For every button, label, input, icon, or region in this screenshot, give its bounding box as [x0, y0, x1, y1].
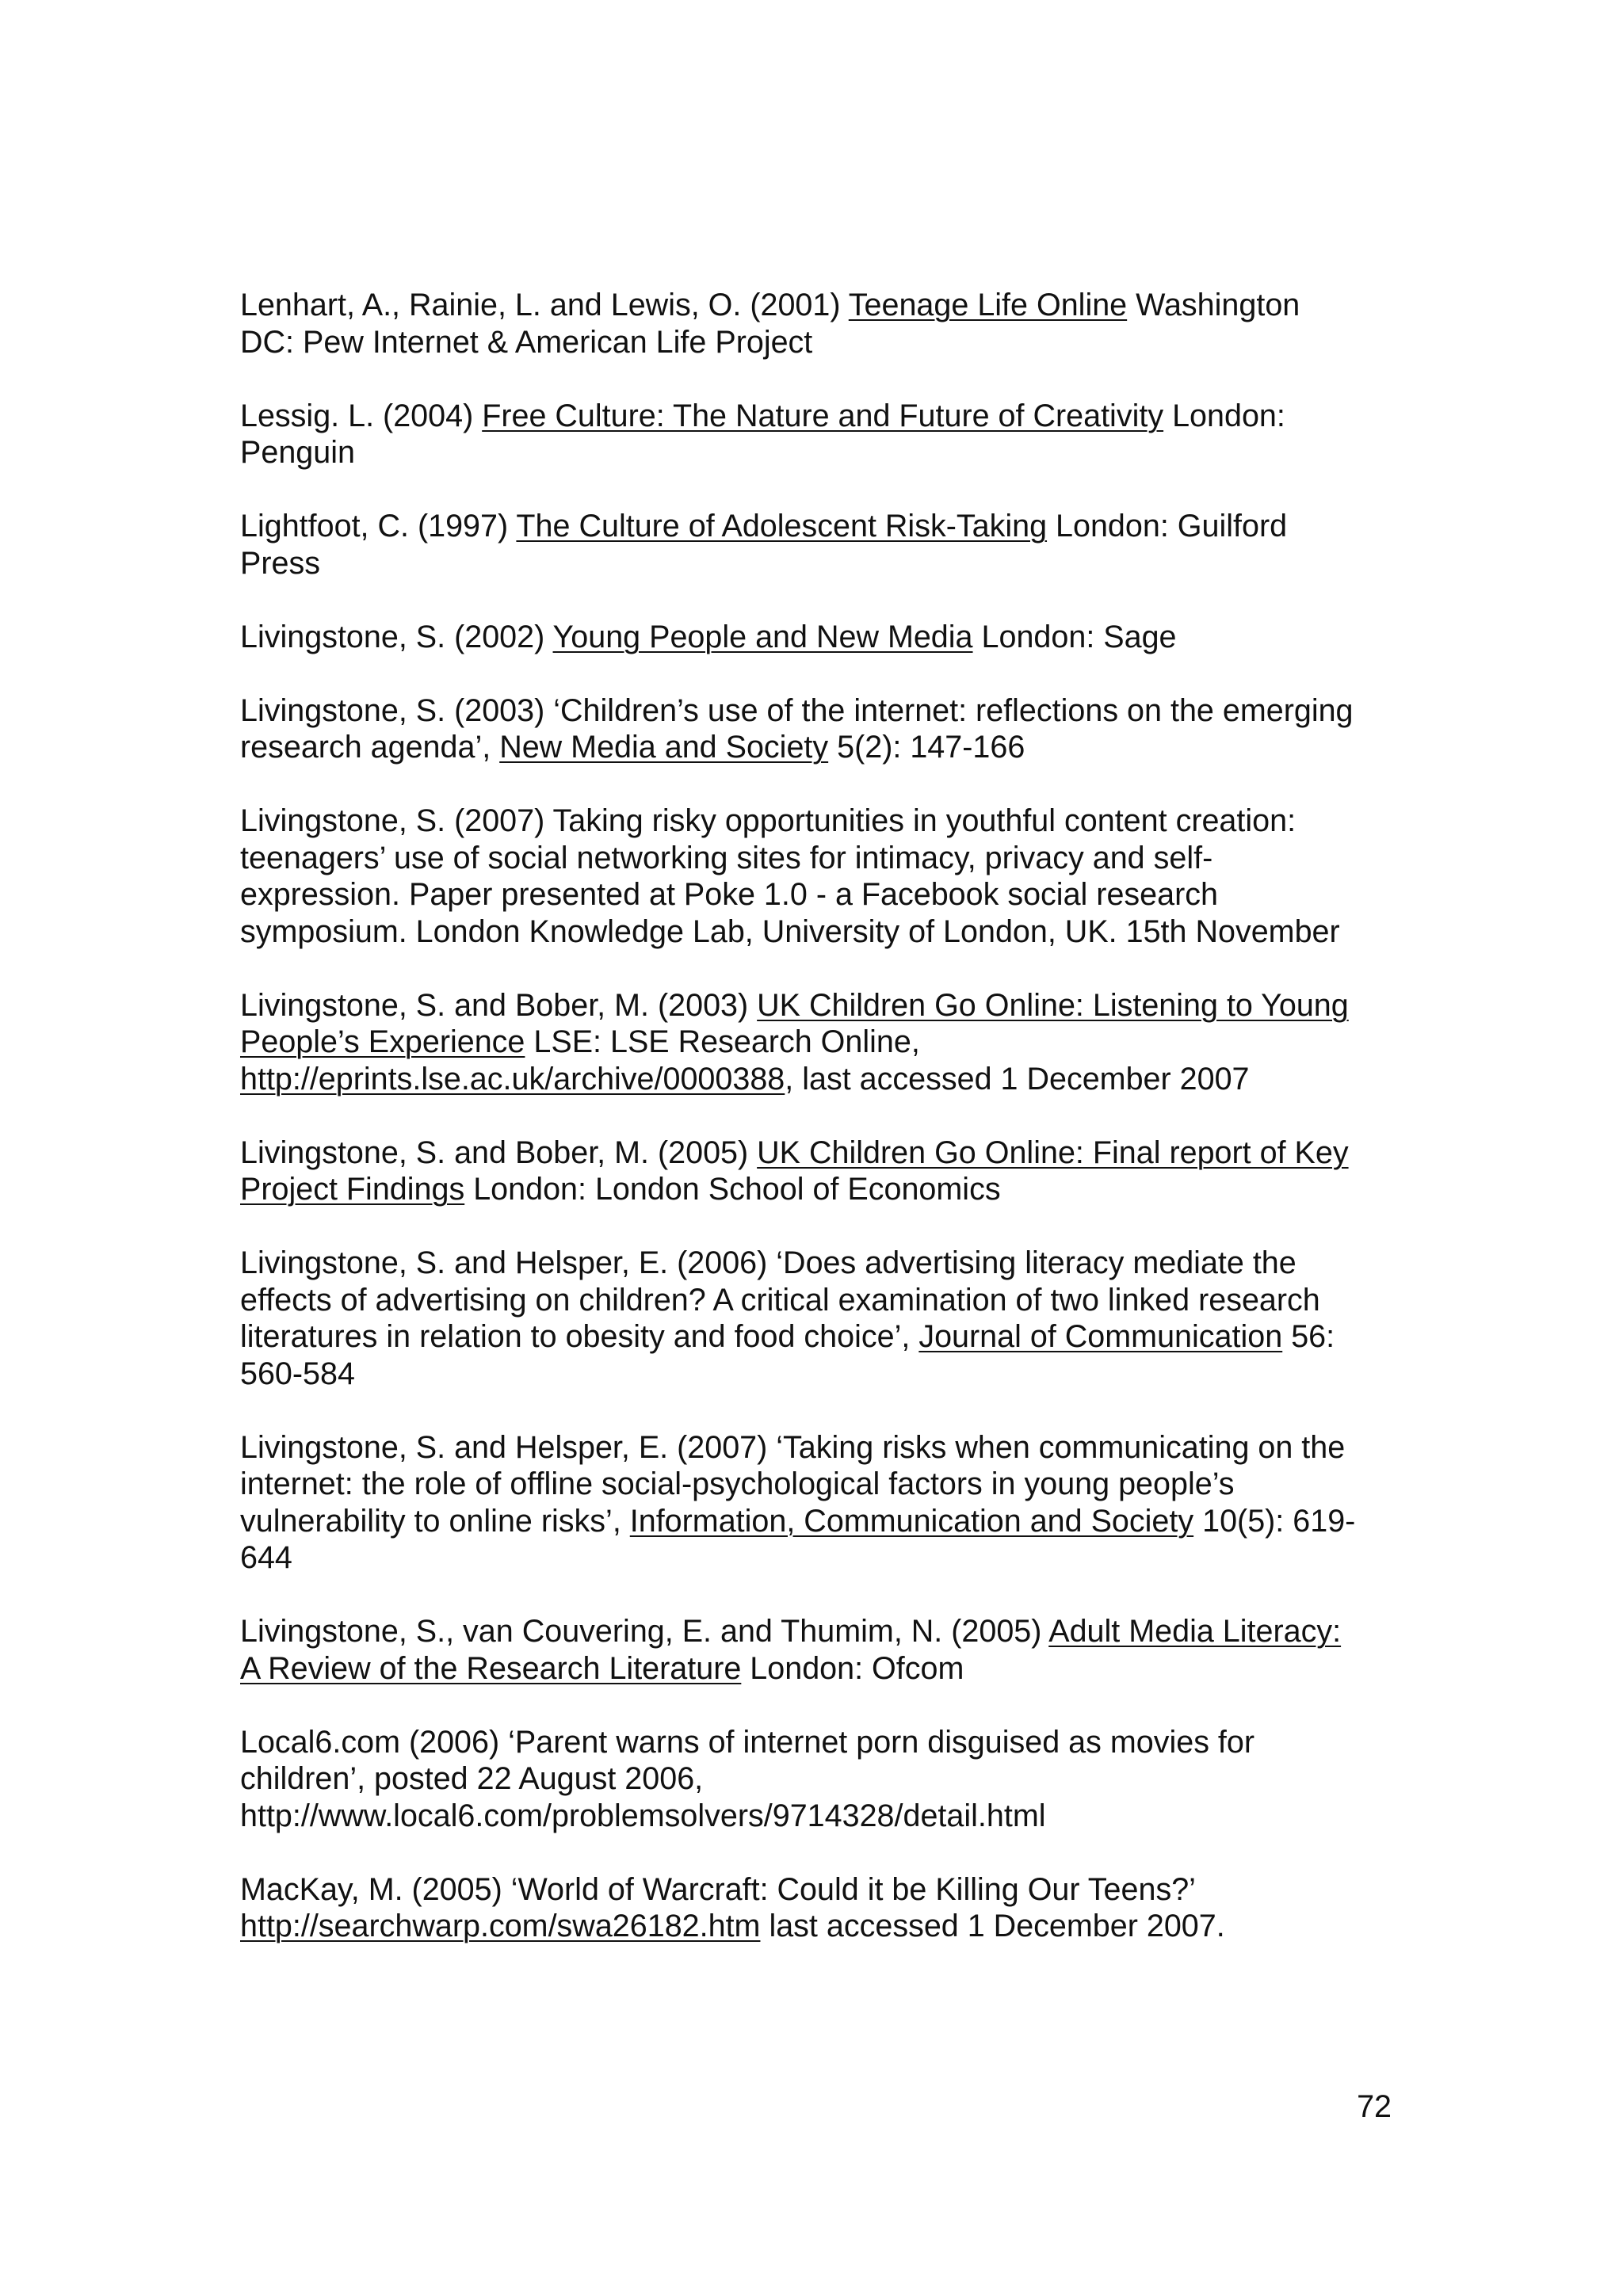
reference-line — [240, 1760, 1389, 1798]
reference-title-underlined: UK Children Go Online: Final report of Key — [757, 1135, 1349, 1170]
reference-text: Lenhart, A., Rainie, L. and Lewis, O. (2001) — [240, 288, 849, 322]
reference-line — [240, 1503, 1389, 1540]
reference-line — [240, 803, 1389, 840]
reference-text: LSE: LSE Research Online, — [525, 1024, 920, 1059]
reference-line — [240, 1135, 1389, 1172]
reference-text: 5(2): 147-166 — [828, 730, 1025, 765]
reference-line — [240, 1024, 1389, 1061]
reference-text: children’, posted 22 August 2006, — [240, 1761, 704, 1796]
reference-line — [240, 1245, 1389, 1282]
reference-text: http://www.local6.com/problemsolvers/9714328/detail.html — [240, 1798, 1046, 1833]
reference-line — [240, 508, 1389, 545]
reference-title-underlined: Information, Communication and Society — [629, 1503, 1194, 1539]
reference-entry — [240, 1135, 1389, 1208]
reference-entry — [240, 1724, 1389, 1835]
reference-entry — [240, 619, 1389, 656]
reference-line — [240, 287, 1389, 324]
reference-line — [240, 324, 1389, 361]
reference-text: Press — [240, 545, 320, 581]
reference-line — [240, 729, 1389, 766]
reference-line — [240, 1466, 1389, 1503]
reference-text: Livingstone, S. (2002) — [240, 619, 553, 654]
reference-entry — [240, 1871, 1389, 1945]
reference-text: MacKay, M. (2005) ‘World of Warcraft: Could it be Killing Our Teens?’ — [240, 1871, 1196, 1907]
reference-title-underlined: New Media and Society — [499, 730, 829, 765]
reference-entry — [240, 508, 1389, 582]
reference-text: last accessed 1 December 2007. — [760, 1909, 1225, 1943]
reference-title-underlined: Project Findings — [240, 1172, 465, 1207]
reference-title-underlined: http://eprints.lse.ac.uk/archive/0000388 — [240, 1061, 785, 1097]
reference-text: London: — [1163, 398, 1285, 433]
reference-line — [240, 1282, 1389, 1319]
reference-line — [240, 1171, 1389, 1208]
reference-text: London: Guilford — [1047, 509, 1288, 543]
reference-line — [240, 1650, 1389, 1688]
reference-text: Lessig. L. (2004) — [240, 398, 483, 433]
reference-text: 560-584 — [240, 1356, 355, 1391]
reference-title-underlined: Journal of Communication — [918, 1319, 1283, 1354]
reference-text: Washington — [1127, 288, 1300, 322]
reference-entry — [240, 692, 1389, 766]
reference-title-underlined: Young People and New Media — [552, 619, 973, 654]
reference-title-underlined: Teenage Life Online — [848, 288, 1128, 322]
page-number: 72 — [1357, 2089, 1392, 2124]
reference-line — [240, 1798, 1389, 1835]
reference-entry — [240, 803, 1389, 950]
reference-text: research agenda’, — [240, 730, 500, 765]
reference-text: Livingstone, S. and Helsper, E. (2007) ‘Taking risks when communicating on the — [240, 1429, 1346, 1465]
reference-entry — [240, 1245, 1389, 1392]
reference-text: Livingstone, S. and Bober, M. (2005) — [240, 1135, 758, 1170]
reference-title-underlined: The Culture of Adolescent Risk-Taking — [516, 509, 1048, 543]
reference-line — [240, 913, 1389, 951]
reference-text: Livingstone, S. (2007) Taking risky opportunities in youthful content creation: — [240, 803, 1296, 838]
reference-text: expression. Paper presented at Poke 1.0 - a Facebook social research — [240, 877, 1218, 912]
reference-text: Livingstone, S. (2003) ‘Children’s use of the internet: reflections on the emerging — [240, 692, 1354, 728]
reference-text: Livingstone, S. and Bober, M. (2003) — [240, 987, 758, 1023]
reference-text: Local6.com (2006) ‘Parent warns of internet porn disguised as movies for — [240, 1724, 1255, 1760]
reference-text: Penguin — [240, 435, 355, 470]
reference-line — [240, 1724, 1389, 1761]
reference-line — [240, 1871, 1389, 1909]
reference-text: teenagers’ use of social networking sites for intimacy, privacy and self- — [240, 840, 1213, 875]
reference-line — [240, 987, 1389, 1024]
reference-entry — [240, 987, 1389, 1098]
reference-line — [240, 1613, 1389, 1650]
reference-title-underlined: People’s Experience — [240, 1024, 525, 1059]
reference-line — [240, 619, 1389, 656]
reference-title-underlined: http://searchwarp.com/swa26182.htm — [240, 1909, 761, 1943]
reference-title-underlined: UK Children Go Online: Listening to Young — [757, 987, 1349, 1023]
reference-title-underlined: A Review of the Research Literature — [240, 1650, 742, 1686]
reference-text: 10(5): 619- — [1193, 1503, 1356, 1539]
reference-text: , last accessed 1 December 2007 — [785, 1061, 1250, 1097]
reference-line — [240, 1356, 1389, 1393]
reference-line — [240, 840, 1389, 877]
reference-text: literatures in relation to obesity and food choice’, — [240, 1319, 919, 1354]
reference-line — [240, 545, 1389, 582]
reference-line — [240, 1908, 1389, 1945]
reference-line — [240, 1318, 1389, 1356]
reference-list — [240, 287, 1389, 1981]
reference-line — [240, 1061, 1389, 1098]
reference-text: Livingstone, S. and Helsper, E. (2006) ‘Does advertising literacy mediate the — [240, 1245, 1296, 1280]
reference-text: 644 — [240, 1540, 292, 1575]
reference-text: London: London School of Economics — [464, 1172, 1001, 1207]
reference-text: internet: the role of offline social-psychological factors in young people’s — [240, 1466, 1235, 1501]
reference-entry — [240, 1613, 1389, 1687]
reference-line — [240, 1539, 1389, 1577]
reference-line — [240, 1429, 1389, 1466]
reference-text: London: Ofcom — [741, 1650, 964, 1686]
reference-entry — [240, 398, 1389, 471]
reference-text: Lightfoot, C. (1997) — [240, 509, 517, 543]
reference-text: London: Sage — [972, 619, 1177, 654]
reference-text: Livingstone, S., van Couvering, E. and Thumim, N. (2005) — [240, 1614, 1049, 1649]
reference-line — [240, 398, 1389, 435]
reference-title-underlined: Adult Media Literacy: — [1048, 1614, 1342, 1649]
reference-title-underlined: Free Culture: The Nature and Future of Creativity — [482, 398, 1164, 433]
reference-text: 56: — [1282, 1319, 1335, 1354]
reference-text: vulnerability to online risks’, — [240, 1503, 630, 1539]
reference-line — [240, 692, 1389, 730]
reference-text: symposium. London Knowledge Lab, University of London, UK. 15th November — [240, 913, 1340, 949]
reference-entry — [240, 1429, 1389, 1577]
reference-entry — [240, 287, 1389, 360]
reference-line — [240, 434, 1389, 471]
reference-line — [240, 876, 1389, 913]
reference-text: effects of advertising on children? A critical examination of two linked research — [240, 1282, 1320, 1318]
reference-text: DC: Pew Internet & American Life Project — [240, 324, 813, 360]
